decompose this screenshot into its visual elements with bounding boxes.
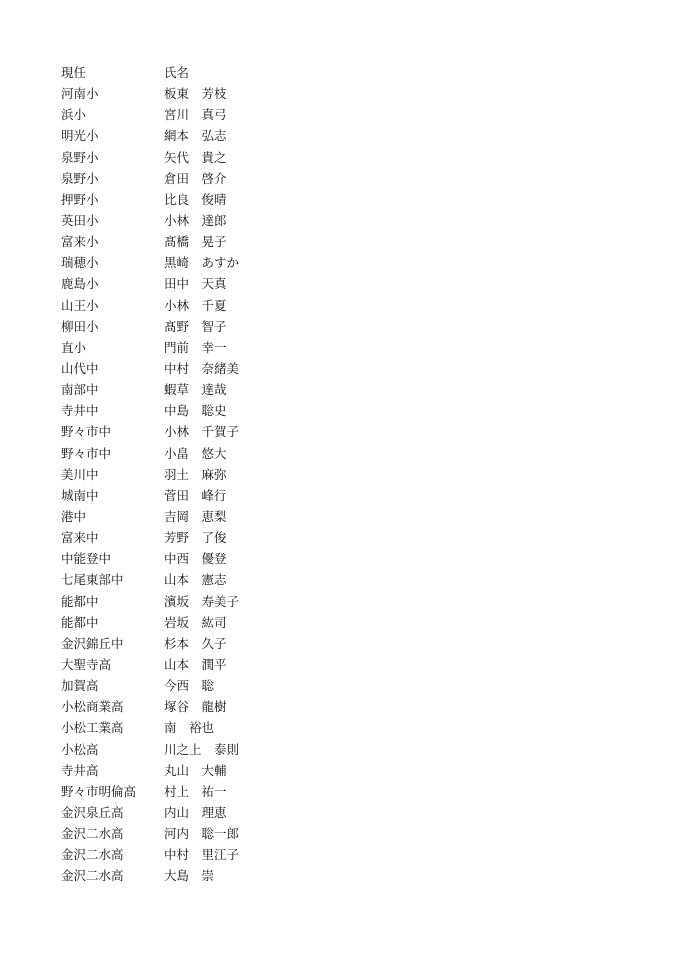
name-cell: 門前 幸一: [164, 339, 227, 355]
roster-row: [61, 612, 321, 633]
school-cell: 山王小: [61, 297, 99, 313]
name-cell: 岩坂 紘司: [164, 614, 227, 630]
name-cell: 宮川 真弓: [164, 107, 227, 123]
name-cell: 髙橋 晃子: [164, 234, 227, 250]
roster-row: [61, 231, 321, 252]
name-cell: 山本 憲志: [164, 572, 227, 588]
school-cell: 中能登中: [61, 551, 112, 567]
school-cell: 押野小: [61, 191, 99, 207]
roster-row: [61, 696, 321, 717]
roster-row: [61, 633, 321, 654]
school-cell: 美川中: [61, 466, 99, 482]
school-cell: 鹿島小: [61, 276, 99, 292]
roster-row: [61, 443, 321, 464]
roster-row: [61, 379, 321, 400]
name-cell: 山本 潤平: [164, 656, 227, 672]
school-cell: 泉野小: [61, 170, 99, 186]
school-cell: 寺井高: [61, 762, 99, 778]
school-cell: 小松工業高: [61, 720, 124, 736]
school-cell: 金沢二水高: [61, 868, 124, 884]
name-cell: 南 裕也: [164, 720, 215, 736]
name-cell: 小林 千賀子: [164, 424, 240, 440]
name-cell: 小林 達郎: [164, 212, 227, 228]
roster-row: [61, 210, 321, 231]
school-cell: 山代中: [61, 360, 99, 376]
roster-row: [61, 358, 321, 379]
roster-row: [61, 421, 321, 442]
header-row: [61, 62, 321, 83]
school-cell: 富来小: [61, 234, 99, 250]
school-cell: 野々市中: [61, 445, 112, 461]
name-cell: 川之上 泰則: [164, 741, 240, 757]
roster-row: [61, 104, 321, 125]
name-cell: 濱坂 寿美子: [164, 593, 240, 609]
roster-row: [61, 400, 321, 421]
name-cell: 中村 里江子: [164, 847, 240, 863]
roster-row: [61, 527, 321, 548]
roster-row: [61, 168, 321, 189]
name-cell: 板東 芳枝: [164, 86, 227, 102]
name-cell: 羽土 麻弥: [164, 466, 227, 482]
name-cell: 比良 俊晴: [164, 191, 227, 207]
name-cell: 河内 聡一郎: [164, 826, 240, 842]
school-cell: 瑞穂小: [61, 255, 99, 271]
school-cell: 野々市中: [61, 424, 112, 440]
roster-row: [61, 316, 321, 337]
name-cell: 塚谷 龍樹: [164, 699, 227, 715]
roster-row: [61, 865, 321, 886]
school-cell: 英田小: [61, 212, 99, 228]
school-cell: 河南小: [61, 86, 99, 102]
name-cell: 大島 崇: [164, 868, 215, 884]
roster-row: [61, 569, 321, 590]
roster-row: [61, 273, 321, 294]
name-cell: 丸山 大輔: [164, 762, 227, 778]
roster-row: [61, 189, 321, 210]
name-cell: 小畠 悠大: [164, 445, 227, 461]
roster-row: [61, 823, 321, 844]
name-cell: 今西 聡: [164, 678, 215, 694]
roster-row: [61, 760, 321, 781]
school-cell: 七尾東部中: [61, 572, 124, 588]
name-cell: 杉本 久子: [164, 635, 227, 651]
roster-row: [61, 125, 321, 146]
school-cell: 小松商業高: [61, 699, 124, 715]
name-cell: 小林 千夏: [164, 297, 227, 313]
roster-row: [61, 83, 321, 104]
school-cell: 富来中: [61, 530, 99, 546]
school-cell: 南部中: [61, 382, 99, 398]
roster-row: [61, 506, 321, 527]
school-cell: 直小: [61, 339, 87, 355]
roster-row: [61, 464, 321, 485]
name-cell: 村上 祐一: [164, 783, 227, 799]
school-cell: 加賀高: [61, 678, 99, 694]
roster-row: [61, 739, 321, 760]
name-cell: 芳野 了俊: [164, 530, 227, 546]
header-name: 氏名: [164, 65, 190, 80]
roster-row: [61, 675, 321, 696]
roster-row: [61, 844, 321, 865]
name-cell: 中村 奈緒美: [164, 360, 240, 376]
name-cell: 菅田 峰行: [164, 487, 227, 503]
roster-rows: [61, 83, 321, 886]
roster-row: [61, 252, 321, 273]
school-cell: 能都中: [61, 614, 99, 630]
school-cell: 野々市明倫高: [61, 783, 137, 799]
roster-row: [61, 548, 321, 569]
school-cell: 金沢泉丘高: [61, 804, 124, 820]
roster-row: [61, 485, 321, 506]
name-cell: 網本 弘志: [164, 128, 227, 144]
name-cell: 矢代 貴之: [164, 149, 227, 165]
school-cell: 明光小: [61, 128, 99, 144]
name-cell: 黒崎 あすか: [164, 255, 240, 271]
roster-row: [61, 295, 321, 316]
roster-row: [61, 781, 321, 802]
roster-row: [61, 337, 321, 358]
school-cell: 大聖寺高: [61, 656, 112, 672]
school-cell: 寺井中: [61, 403, 99, 419]
school-cell: 金沢二水高: [61, 847, 124, 863]
school-cell: 金沢錦丘中: [61, 635, 124, 651]
school-cell: 城南中: [61, 487, 99, 503]
school-cell: 港中: [61, 508, 87, 524]
roster-row: [61, 147, 321, 168]
name-cell: 内山 理恵: [164, 804, 227, 820]
name-cell: 田中 天真: [164, 276, 227, 292]
roster-row: [61, 591, 321, 612]
roster-row: [61, 717, 321, 738]
name-cell: 髙野 智子: [164, 318, 227, 334]
name-cell: 中西 優登: [164, 551, 227, 567]
school-cell: 金沢二水高: [61, 826, 124, 842]
roster-row: [61, 654, 321, 675]
header-school: 現任: [61, 65, 87, 80]
name-cell: 倉田 啓介: [164, 170, 227, 186]
school-cell: 能都中: [61, 593, 99, 609]
name-cell: 蝦草 達哉: [164, 382, 227, 398]
school-cell: 柳田小: [61, 318, 99, 334]
name-cell: 吉岡 恵梨: [164, 508, 227, 524]
school-cell: 泉野小: [61, 149, 99, 165]
name-cell: 中島 聡史: [164, 403, 227, 419]
staff-roster: [61, 62, 321, 886]
school-cell: 浜小: [61, 107, 87, 123]
roster-row: [61, 802, 321, 823]
school-cell: 小松高: [61, 741, 99, 757]
